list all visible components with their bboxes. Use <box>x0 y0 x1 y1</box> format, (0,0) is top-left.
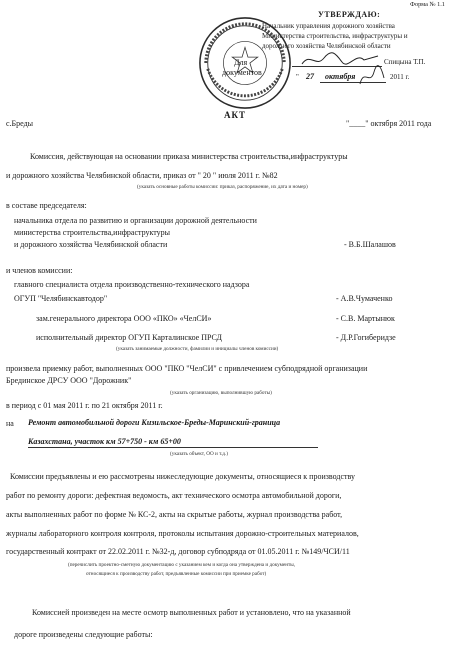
stamp-text-line2: документов <box>222 68 262 77</box>
object-prefix: на <box>6 419 14 428</box>
documents-line4: журналы лабораторного контроля контроля, протоколы испытания дорожно-строительных материалов, <box>6 529 359 538</box>
chairman-name: - В.Б.Шалашов <box>344 240 396 249</box>
approval-date-open-quote: " <box>296 73 299 81</box>
approver-name: Спицына Т.П. <box>384 58 426 66</box>
approver-title-line2: Министерства строительства, инфраструктуры и <box>262 32 408 40</box>
documents-line2: работ по ремонту дороги: дефектная ведомость, акт технического осмотра автомобильной дороги, <box>6 491 342 500</box>
place: с.Бреды <box>6 119 34 128</box>
documents-note1: (перечислить проектно-сметную документацию с указанием кем и когда она утверждена и документы, <box>68 562 296 568</box>
members-label: и членов комиссии: <box>6 266 73 275</box>
member2-position: зам.генерального директора ООО «ПКО» «ЧелСИ» <box>36 314 212 323</box>
member1-name: - А.В.Чумаченко <box>336 294 393 303</box>
inspection-line1: Комиссией произведен на месте осмотр выполненных работ и установлено, что на указанной <box>32 608 351 617</box>
inspection-line2: дороге произведены следующие работы: <box>14 630 153 639</box>
approval-heading: УТВЕРЖДАЮ: <box>318 10 381 19</box>
commission-line2: и дорожного хозяйства Челябинской области, приказ от " 20 " июля 2011 г. №82 <box>6 171 278 180</box>
chairman-label: в составе председателя: <box>6 201 87 210</box>
object-note: (указать объект, ОО и т.д.) <box>170 451 228 457</box>
date-scribble <box>356 64 386 88</box>
approval-day: 27 <box>306 72 314 81</box>
commission-note: (указать основные работы комиссии: приказ, распоряжение, их дата и номер) <box>137 184 308 190</box>
commission-line1: Комиссия, действующая на основании приказа министерства строительства,инфраструктуры <box>30 152 348 161</box>
acceptance-note: (указать организацию, выполнившую работы) <box>170 390 272 396</box>
member3-name: - Д.Р.Гогиберидзе <box>336 333 396 342</box>
act-date: "____" октября 2011 года <box>346 119 432 128</box>
object-line1: Ремонт автомобильной дороги Кизильское-Бреды-Маринский-граница <box>28 418 281 427</box>
chairman-line3: и дорожного хозяйства Челябинской области <box>14 240 168 249</box>
chairman-line1: начальника отдела по развитию и организации дорожной деятельности <box>14 216 257 225</box>
form-number: Форма № 1.1 <box>410 1 445 8</box>
acceptance-line1: произвела приемку работ, выполненных ООО "ПКО "ЧелСИ" с привлечением субподрядной организации <box>6 364 368 373</box>
documents-line3: акты выполненных работ по форме № КС-2, акты на скрытые работы, журнал производства работ, <box>6 510 343 519</box>
object-underline <box>28 447 318 448</box>
chairman-line2: министерства строительства,инфраструктуры <box>14 228 171 237</box>
work-period: в период с 01 мая 2011 г. по 21 октября 2011 г. <box>6 401 163 410</box>
acceptance-line2: Брединское ДРСУ ООО "Дорожник" <box>6 376 132 385</box>
approver-title-line3: дорожного хозяйства Челябинской области <box>262 42 391 50</box>
approver-title-line1: Начальник управления дорожного хозяйства <box>262 22 395 30</box>
members-note: (указать занимаемые должности, фамилии и инициалы членов комиссии) <box>116 346 279 352</box>
stamp-text-line1: Для <box>234 58 248 67</box>
member1-line2: ОГУП "Челябинскавтодор" <box>14 294 108 303</box>
member3-position: исполнительный директор ОГУП Карталинское ПРСД <box>36 333 222 342</box>
member1-line1: главного специалиста отдела производственно-технического надзора <box>14 280 250 289</box>
member2-name: - С.В. Мартынюк <box>336 314 395 323</box>
document-title: АКТ <box>224 110 247 120</box>
approval-month: октября <box>325 72 356 81</box>
documents-line5: государственный контракт от 22.02.2011 г. №32-д, договор субподряда от 01.05.2011 г. №149/ЧСИ/11 <box>6 547 350 556</box>
documents-note2: относящиеся к производству работ, предъявленные комиссии при приемке работ) <box>86 571 267 577</box>
documents-line1: Комиссии предъявлены и ею рассмотрены нижеследующие документы, относящиеся к производству <box>10 472 356 481</box>
object-line2: Казахстана, участок км 57+750 - км 65+00 <box>28 437 181 446</box>
approval-year: 2011 г. <box>390 73 410 81</box>
